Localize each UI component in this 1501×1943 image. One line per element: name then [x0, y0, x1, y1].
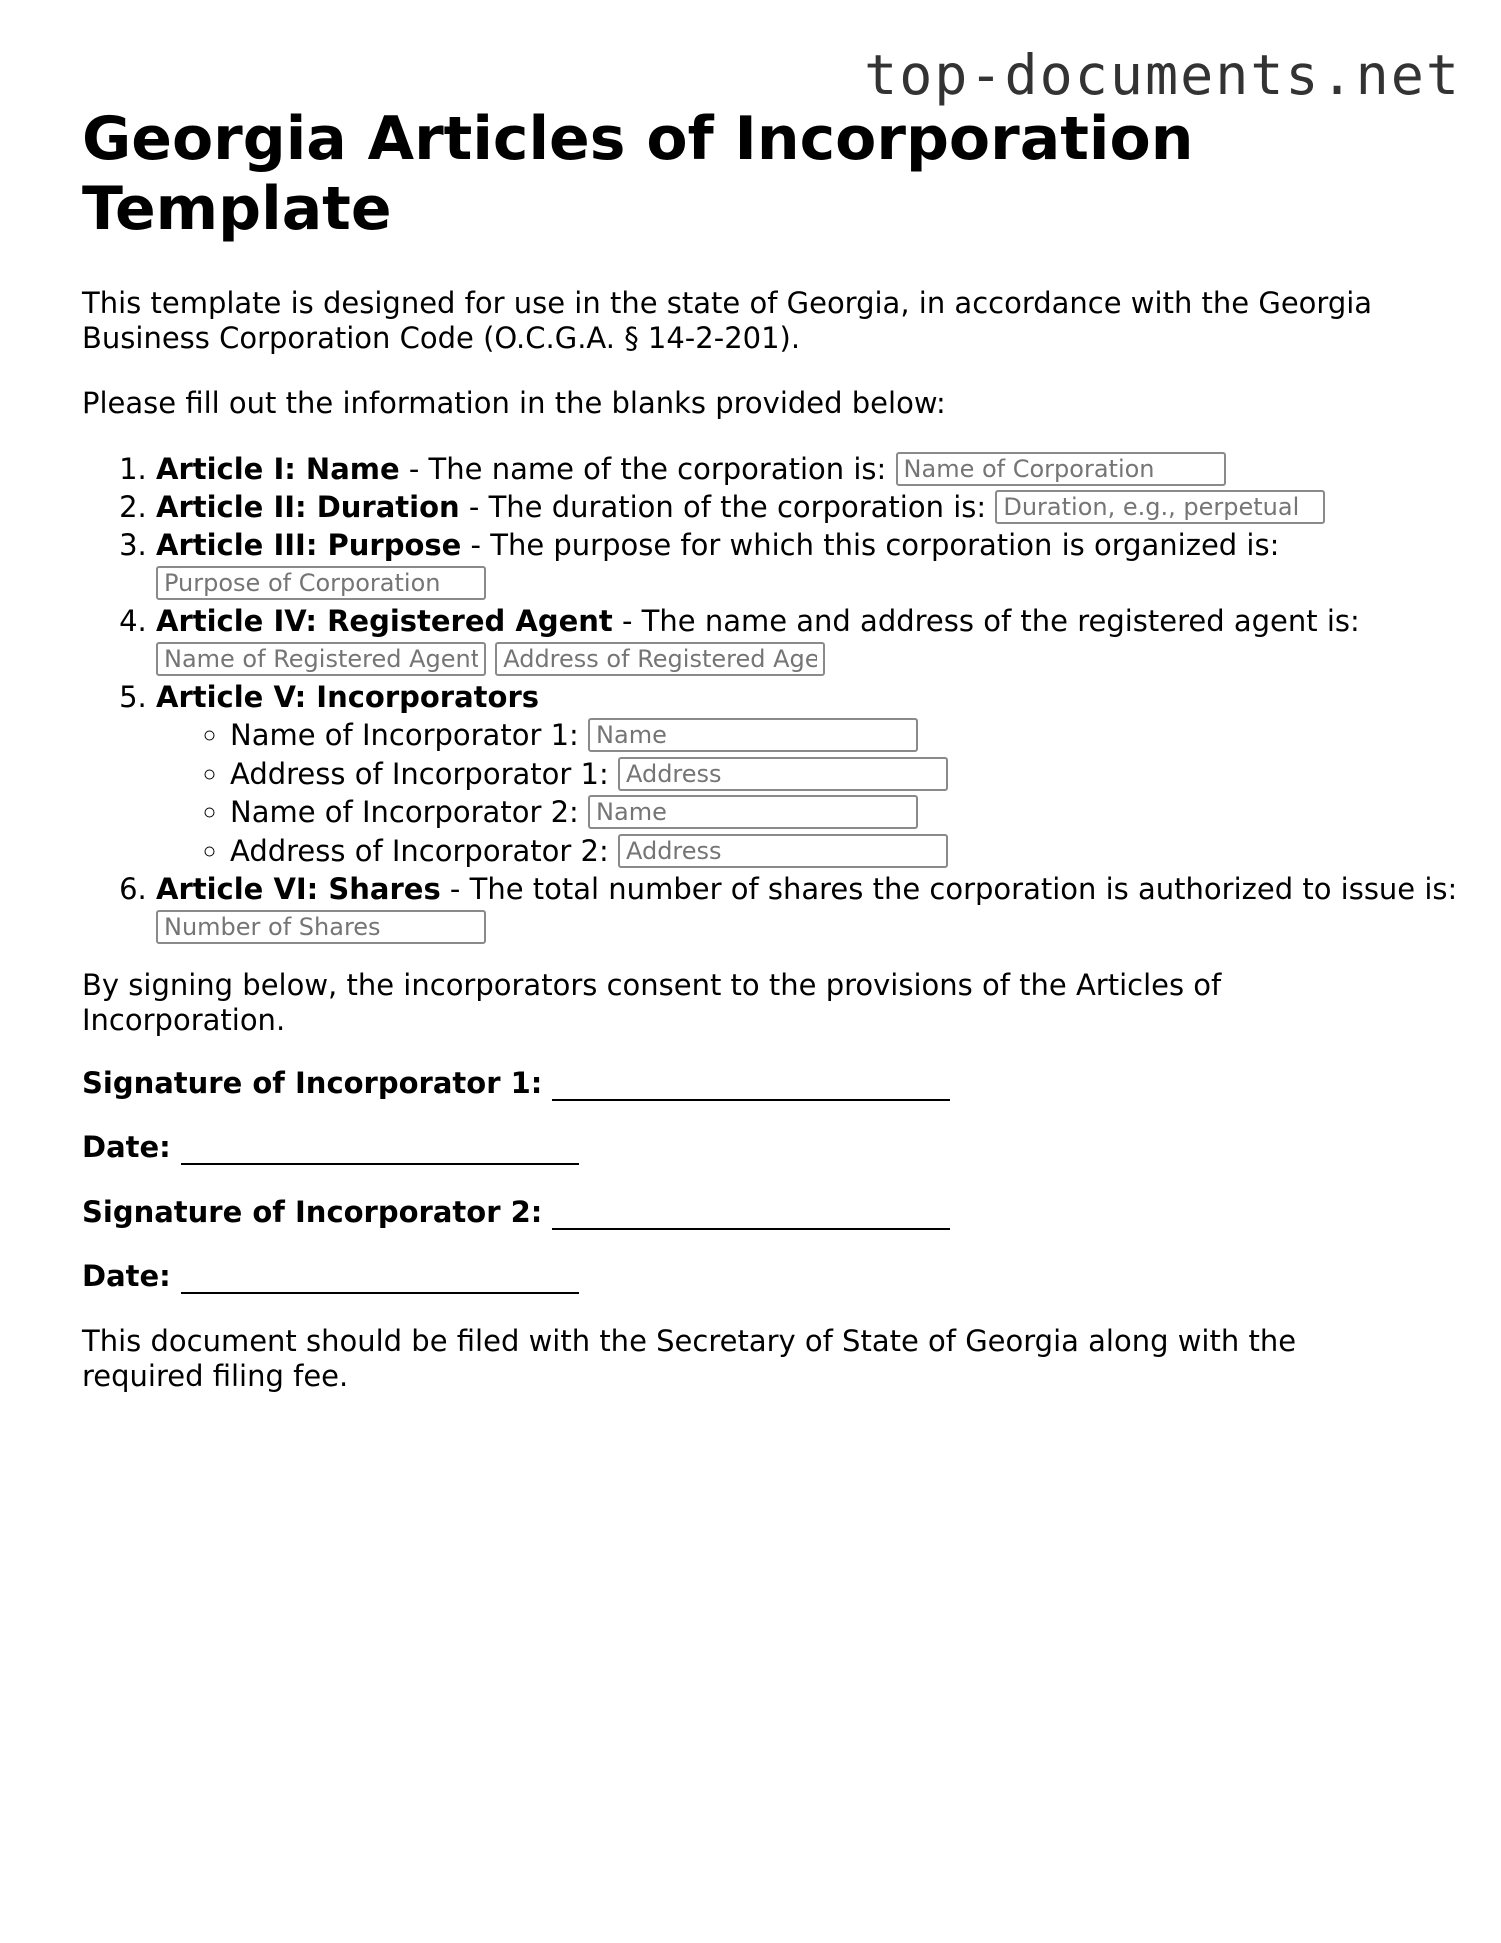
signature-line-1	[82, 1066, 950, 1101]
corporation-name-input[interactable]	[896, 452, 1226, 486]
incorporator-1-address-input[interactable]	[618, 757, 948, 791]
incorporator-label: Address of Incorporator 1:	[230, 756, 618, 791]
article-heading: Article VI: Shares	[156, 872, 441, 906]
list-item	[230, 755, 1476, 794]
list-item	[230, 716, 1476, 755]
incorporator-label: Name of Incorporator 1:	[230, 718, 589, 752]
intro-paragraph: This template is designed for use in the state of Georgia, in accordance with the Georgia Business Corporation Code (O.C.G.A. § 14-2-201).	[82, 286, 1373, 355]
article-heading: Article III: Purpose	[156, 528, 462, 562]
signature-label: Signature of Incorporator 2:	[82, 1195, 543, 1229]
article-heading: Article V: Incorporators	[156, 680, 540, 714]
article-purpose	[156, 526, 1476, 602]
article-text: - The duration of the corporation is:	[459, 490, 996, 524]
signature-line-2	[82, 1195, 950, 1230]
page-title: Georgia Articles of Incorporation Template	[82, 104, 1194, 244]
instructions-paragraph: Please fill out the information in the blanks provided below:	[82, 386, 946, 420]
date-blank	[181, 1135, 579, 1165]
incorporators-list	[156, 716, 1476, 870]
registered-agent-name-input[interactable]	[156, 642, 486, 676]
incorporator-label: Name of Incorporator 2:	[230, 795, 589, 829]
duration-input[interactable]	[995, 490, 1325, 524]
article-text: - The name of the corporation is:	[399, 452, 896, 486]
article-heading: Article II: Duration	[156, 490, 460, 524]
article-text: - The name and address of the registered agent is:	[612, 604, 1360, 638]
signature-label: Signature of Incorporator 1:	[82, 1066, 543, 1100]
article-shares	[156, 870, 1476, 946]
filing-note: This document should be filed with the Secretary of State of Georgia along with the required filing fee.	[82, 1324, 1297, 1393]
article-heading: Article IV: Registered Agent	[156, 604, 613, 638]
shares-input[interactable]	[156, 910, 486, 944]
article-heading: Article I: Name	[156, 452, 400, 486]
incorporator-2-name-input[interactable]	[588, 795, 918, 829]
incorporator-2-address-input[interactable]	[618, 834, 948, 868]
signature-blank	[552, 1200, 950, 1230]
date-line-2	[82, 1259, 579, 1294]
consent-paragraph: By signing below, the incorporators consent to the provisions of the Articles of Incorporation.	[82, 968, 1222, 1037]
incorporator-1-name-input[interactable]	[588, 718, 918, 752]
list-item	[230, 832, 1476, 871]
purpose-input[interactable]	[156, 566, 486, 600]
list-item	[230, 793, 1476, 832]
incorporator-label: Address of Incorporator 2:	[230, 833, 618, 868]
date-label: Date:	[82, 1130, 171, 1164]
registered-agent-address-input[interactable]	[495, 642, 825, 676]
date-line-1	[82, 1130, 579, 1165]
article-name	[156, 450, 1476, 488]
signature-blank	[552, 1071, 950, 1101]
articles-list	[82, 450, 1476, 946]
article-registered-agent	[156, 602, 1476, 678]
article-text: - The purpose for which this corporation is organized is:	[461, 528, 1280, 562]
article-duration	[156, 488, 1476, 526]
watermark: top-documents.net	[864, 43, 1461, 107]
article-incorporators	[156, 678, 1476, 870]
date-blank	[181, 1264, 579, 1294]
date-label: Date:	[82, 1259, 171, 1293]
article-text: - The total number of shares the corporation is authorized to issue is:	[440, 872, 1458, 906]
